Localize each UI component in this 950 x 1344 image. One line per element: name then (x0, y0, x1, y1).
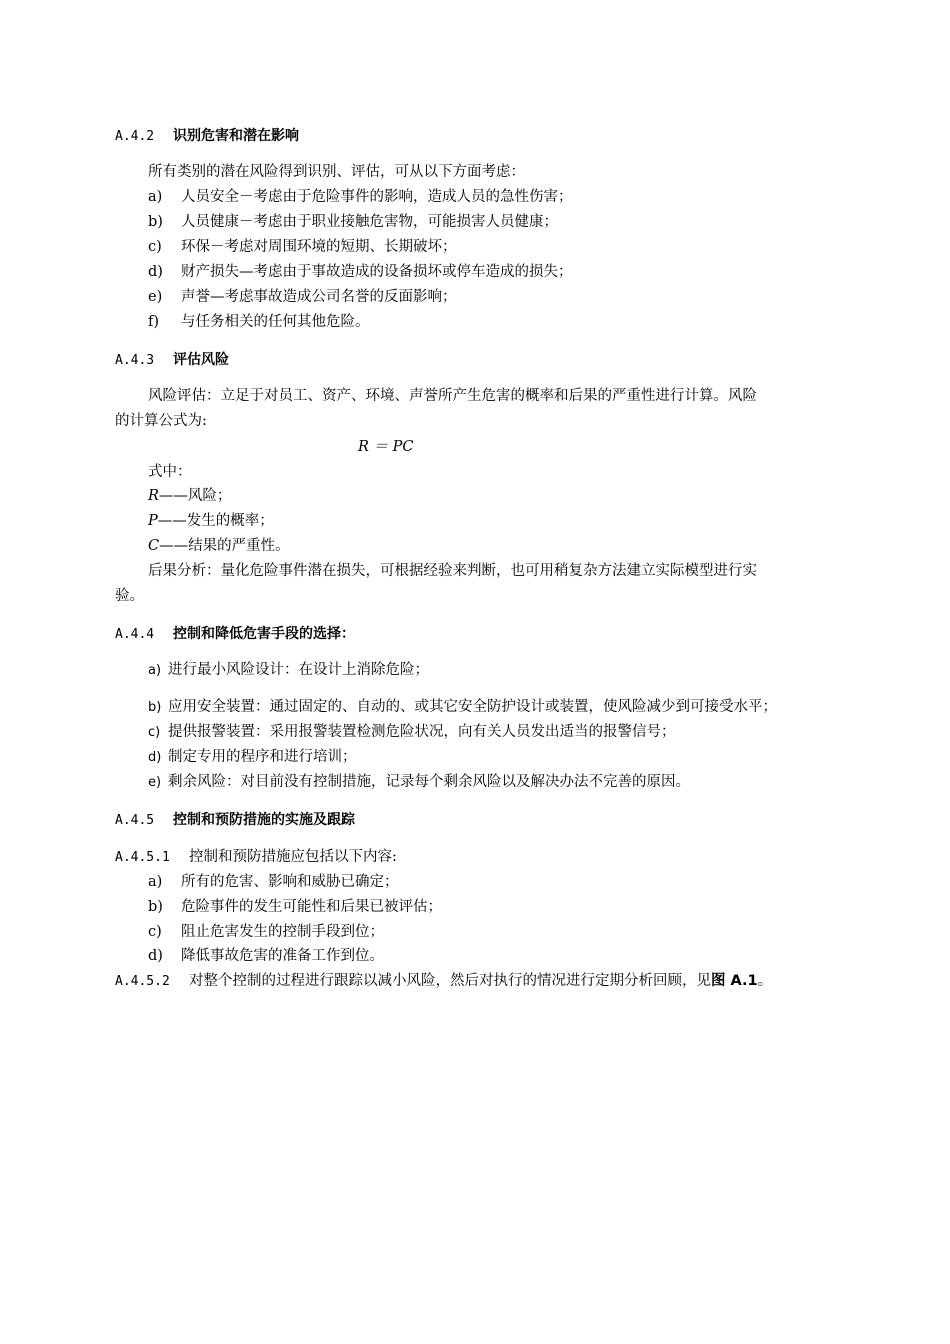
list-item: c) 阻止危害发生的控制手段到位； (148, 924, 384, 940)
section-heading-a442 (115, 126, 299, 147)
list-item: a) 进行最小风险设计：在设计上消除危险； (148, 662, 429, 678)
section-title: 评估风险 (173, 352, 229, 368)
section-heading-a444 (115, 624, 355, 645)
paragraph: 风险评估：立足于对员工、资产、环境、声誉所产生危害的概率和后果的严重性进行计算。风险 (148, 388, 757, 404)
definition: R——风险； (148, 488, 232, 504)
paragraph: 式中： (148, 464, 192, 480)
paragraph: 所有类别的潜在风险得到识别、评估，可从以下方面考虑： (148, 164, 525, 180)
definition: C——结果的严重性。 (148, 538, 290, 554)
list-item: b) 应用安全装置：通过固定的、自动的、或其它安全防护设计或装置，使风险减少到可接受水平； (148, 699, 777, 715)
paragraph: 的计算公式为: (115, 413, 207, 429)
section-title: 识别危害和潜在影响 (173, 128, 299, 144)
subsection-number: A.4.5.1 (115, 850, 170, 865)
section-number: A.4.2 (115, 129, 155, 144)
subsection-text: 对整个控制的过程进行跟踪以减小风险，然后对执行的情况进行定期分析回顾，见 (189, 973, 711, 989)
list-item: d) 降低事故危害的准备工作到位。 (148, 948, 384, 964)
list-item: b) 人员健康－考虑由于职业接触危害物，可能损害人员健康； (148, 214, 558, 230)
definition: P——发生的概率； (148, 513, 274, 529)
list-item: a) 人员安全－考虑由于危险事件的影响，造成人员的急性伤害； (148, 189, 573, 205)
section-number: A.4.4 (115, 627, 155, 642)
section-heading-a445 (115, 810, 355, 831)
list-item: c) 提供报警装置：采用报警装置检测危险状况，向有关人员发出适当的报警信号； (148, 724, 676, 740)
list-item: d) 制定专用的程序和进行培训； (148, 749, 357, 765)
list-item: e) 声誉—考虑事故造成公司名誉的反面影响； (148, 289, 457, 305)
list-item: b) 危险事件的发生可能性和后果已被评估； (148, 899, 442, 915)
paragraph: 后果分析：量化危险事件潜在损失，可根据经验来判断，也可用稍复杂方法建立实际模型进行实 (148, 563, 757, 579)
list-item: e) 剩余风险：对目前没有控制措施，记录每个剩余风险以及解决办法不完善的原因。 (148, 774, 690, 790)
subsection-a4452: A.4.5.2 对整个控制的过程进行跟踪以减小风险，然后对执行的情况进行定期分析回顾，见图 A.1。 (115, 971, 772, 992)
section-number: A.4.5 (115, 813, 155, 828)
list-item: a) 所有的危害、影响和威胁已确定； (148, 874, 399, 890)
list-item: d) 财产损失—考虑由于事故造成的设备损坏或停车造成的损失； (148, 264, 573, 280)
formula: R ＝ PC (358, 439, 414, 455)
paragraph: 验。 (115, 588, 144, 604)
list-item: f) 与任务相关的任何其他危险。 (148, 314, 370, 330)
section-title: 控制和预防措施的实施及跟踪 (173, 812, 355, 828)
subsection-a4451 (115, 847, 397, 868)
list-item: c) 环保－考虑对周围环境的短期、长期破坏； (148, 239, 457, 255)
section-heading-a443 (115, 350, 229, 371)
section-number: A.4.3 (115, 353, 155, 368)
subsection-number: A.4.5.2 (115, 974, 170, 989)
figure-reference-link[interactable]: 图 A.1 (711, 973, 758, 989)
section-title: 控制和降低危害手段的选择： (173, 626, 355, 642)
subsection-text: 控制和预防措施应包括以下内容: (189, 849, 397, 865)
